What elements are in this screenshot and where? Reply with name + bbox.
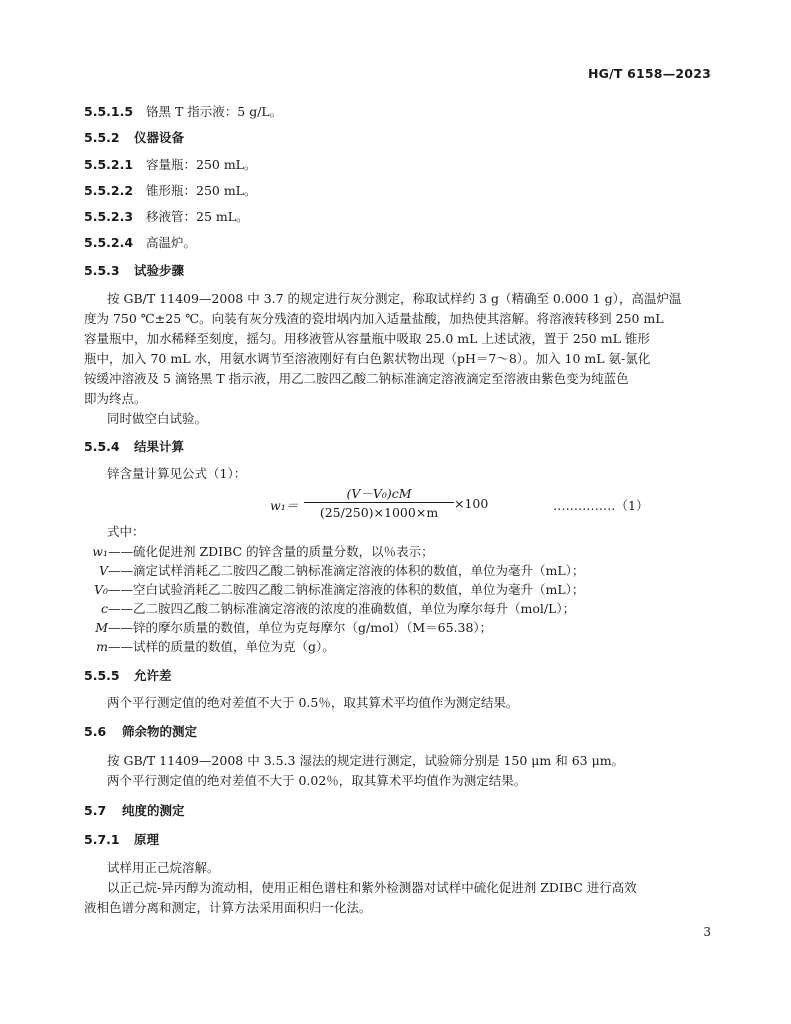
clause-5-5-1-5 <box>84 104 282 120</box>
clause-text: 锥形瓶：250 mL。 <box>146 183 257 198</box>
variable-M <box>56 620 492 636</box>
variable-m <box>56 639 335 655</box>
page-number: 3 <box>703 925 711 939</box>
section-number: 5.5.2 <box>84 130 120 145</box>
clause-text: 移液管：25 mL。 <box>146 209 249 224</box>
sieve-line-2: 两个平行测定值的绝对差值不大于 0.02％，取其算术平均值作为测定结果。 <box>107 773 527 788</box>
variable-v <box>56 563 584 579</box>
variable-description: ——空白试验消耗乙二胺四乙酸二钠标准滴定溶液的体积的数值，单位为毫升（mL）； <box>108 582 585 597</box>
section-number: 5.5.4 <box>84 439 120 454</box>
section-5-7-1-heading <box>84 832 159 848</box>
clause-5-5-2-2 <box>84 183 257 199</box>
section-title: 原理 <box>134 832 160 847</box>
zinc-content-formula <box>270 484 489 520</box>
variable-symbol: M <box>95 620 108 635</box>
principle-line-2: 以正己烷-异丙醇为流动相，使用正相色谱柱和紫外检测器对试样中硫化促进剂 ZDIBC 进行高效 <box>107 880 637 895</box>
clause-text: 铬黑 T 指示液：5 g/L。 <box>146 104 283 119</box>
formula-numerator: (V－V₀)cM <box>346 486 412 501</box>
variable-symbol: m <box>96 639 108 654</box>
clause-text: 高温炉。 <box>146 235 197 250</box>
section-number: 5.5.3 <box>84 263 120 278</box>
clause-number: 5.5.2.2 <box>84 183 134 198</box>
sieve-line-1: 按 GB/T 11409—2008 中 3.5.3 湿法的规定进行测定，试验筛分别是 150 μm 和 63 μm。 <box>107 753 625 768</box>
variable-w1 <box>56 544 434 560</box>
variable-c <box>56 601 575 617</box>
principle-line-1: 试样用正己烷溶解。 <box>107 860 220 875</box>
section-number: 5.7.1 <box>84 832 120 847</box>
clause-number: 5.5.2.1 <box>84 157 134 172</box>
procedure-line-1: 按 GB/T 11409—2008 中 3.7 的规定进行灰分测定，称取试样约 3 g（精确至 0.000 1 g），高温炉温 <box>107 291 682 306</box>
variable-v0 <box>56 582 584 598</box>
section-5-5-4-heading <box>84 439 184 455</box>
formula-denominator: (25/250)×1000×m <box>319 505 439 520</box>
section-title: 纯度的测定 <box>122 803 185 818</box>
section-5-6-heading <box>84 724 197 740</box>
section-title: 试验步骤 <box>134 263 185 278</box>
clause-5-5-2-4 <box>84 235 196 251</box>
principle-line-3: 液相色谱分离和测定，计算方法采用面积归一化法。 <box>84 900 372 915</box>
section-number: 5.5.5 <box>84 668 120 683</box>
variable-symbol: w₁ <box>92 544 108 559</box>
tolerance-text: 两个平行测定值的绝对差值不大于 0.5％，取其算术平均值作为测定结果。 <box>107 695 519 710</box>
section-title: 筛余物的测定 <box>122 724 198 739</box>
section-number: 5.6 <box>84 724 107 739</box>
procedure-line-2: 度为 750 ℃±25 ℃。向装有灰分残渣的瓷坩埚内加入适量盐酸，加热使其溶解。将溶液转移到 250 mL <box>84 311 664 326</box>
procedure-line-3: 容量瓶中，加水稀释至刻度，摇匀。用移液管从容量瓶中吸取 25.0 mL 上述试液，置于 250 mL 锥形 <box>84 331 650 346</box>
clause-number: 5.5.2.3 <box>84 209 134 224</box>
clause-text: 容量瓶：250 mL。 <box>146 157 257 172</box>
standard-code: HG/T 6158—2023 <box>587 66 711 81</box>
clause-number: 5.5.2.4 <box>84 235 134 250</box>
formula-fraction <box>304 484 454 521</box>
section-5-5-2-heading <box>84 130 184 146</box>
variable-description: ——硫化促进剂 ZDIBC 的锌含量的质量分数，以％表示； <box>108 544 434 559</box>
procedure-line-5: 铵缓冲溶液及 5 滴铬黑 T 指示液，用乙二胺四乙酸二钠标准滴定溶液滴定至溶液由紫色变为纯蓝色 <box>84 371 629 386</box>
fraction-bar <box>304 502 454 503</box>
section-5-5-5-heading <box>84 668 172 684</box>
variable-description: ——滴定试样消耗乙二胺四乙酸二钠标准滴定溶液的体积的数值，单位为毫升（mL）； <box>108 563 585 578</box>
variable-symbol: V <box>98 563 108 578</box>
variable-symbol: V₀ <box>93 582 108 597</box>
section-title: 允许差 <box>134 668 172 683</box>
section-title: 仪器设备 <box>134 130 185 145</box>
where-label: 式中： <box>107 524 145 539</box>
formula-intro: 锌含量计算见公式（1）： <box>107 466 247 481</box>
procedure-line-6: 即为终点。 <box>84 391 147 406</box>
section-number: 5.7 <box>84 803 107 818</box>
variable-description: ——试样的质量的数值，单位为克（g）。 <box>108 639 335 654</box>
section-5-5-3-heading <box>84 263 184 279</box>
clause-5-5-2-1 <box>84 157 257 173</box>
variable-symbol: c <box>100 601 108 616</box>
section-5-7-heading <box>84 803 185 819</box>
procedure-line-4: 瓶中，加入 70 mL 水，用氨水调节至溶液刚好有白色絮状物出现（pH＝7～8）。加入 10 mL 氨-氯化 <box>84 351 651 366</box>
variable-description: ——乙二胺四乙酸二钠标准滴定溶液的浓度的准确数值，单位为摩尔每升（mol/L）； <box>108 601 576 616</box>
section-title: 结果计算 <box>134 439 185 454</box>
clause-5-5-2-3 <box>84 209 249 225</box>
variable-description: ——锌的摩尔质量的数值，单位为克每摩尔（g/mol）（M＝65.38）； <box>108 620 493 635</box>
formula-lhs: w₁＝ <box>270 498 299 513</box>
formula-multiplier: ×100 <box>454 496 489 511</box>
formula-number: ……………（1） <box>553 498 649 513</box>
blank-test-line: 同时做空白试验。 <box>107 411 208 426</box>
clause-number: 5.5.1.5 <box>84 104 134 119</box>
